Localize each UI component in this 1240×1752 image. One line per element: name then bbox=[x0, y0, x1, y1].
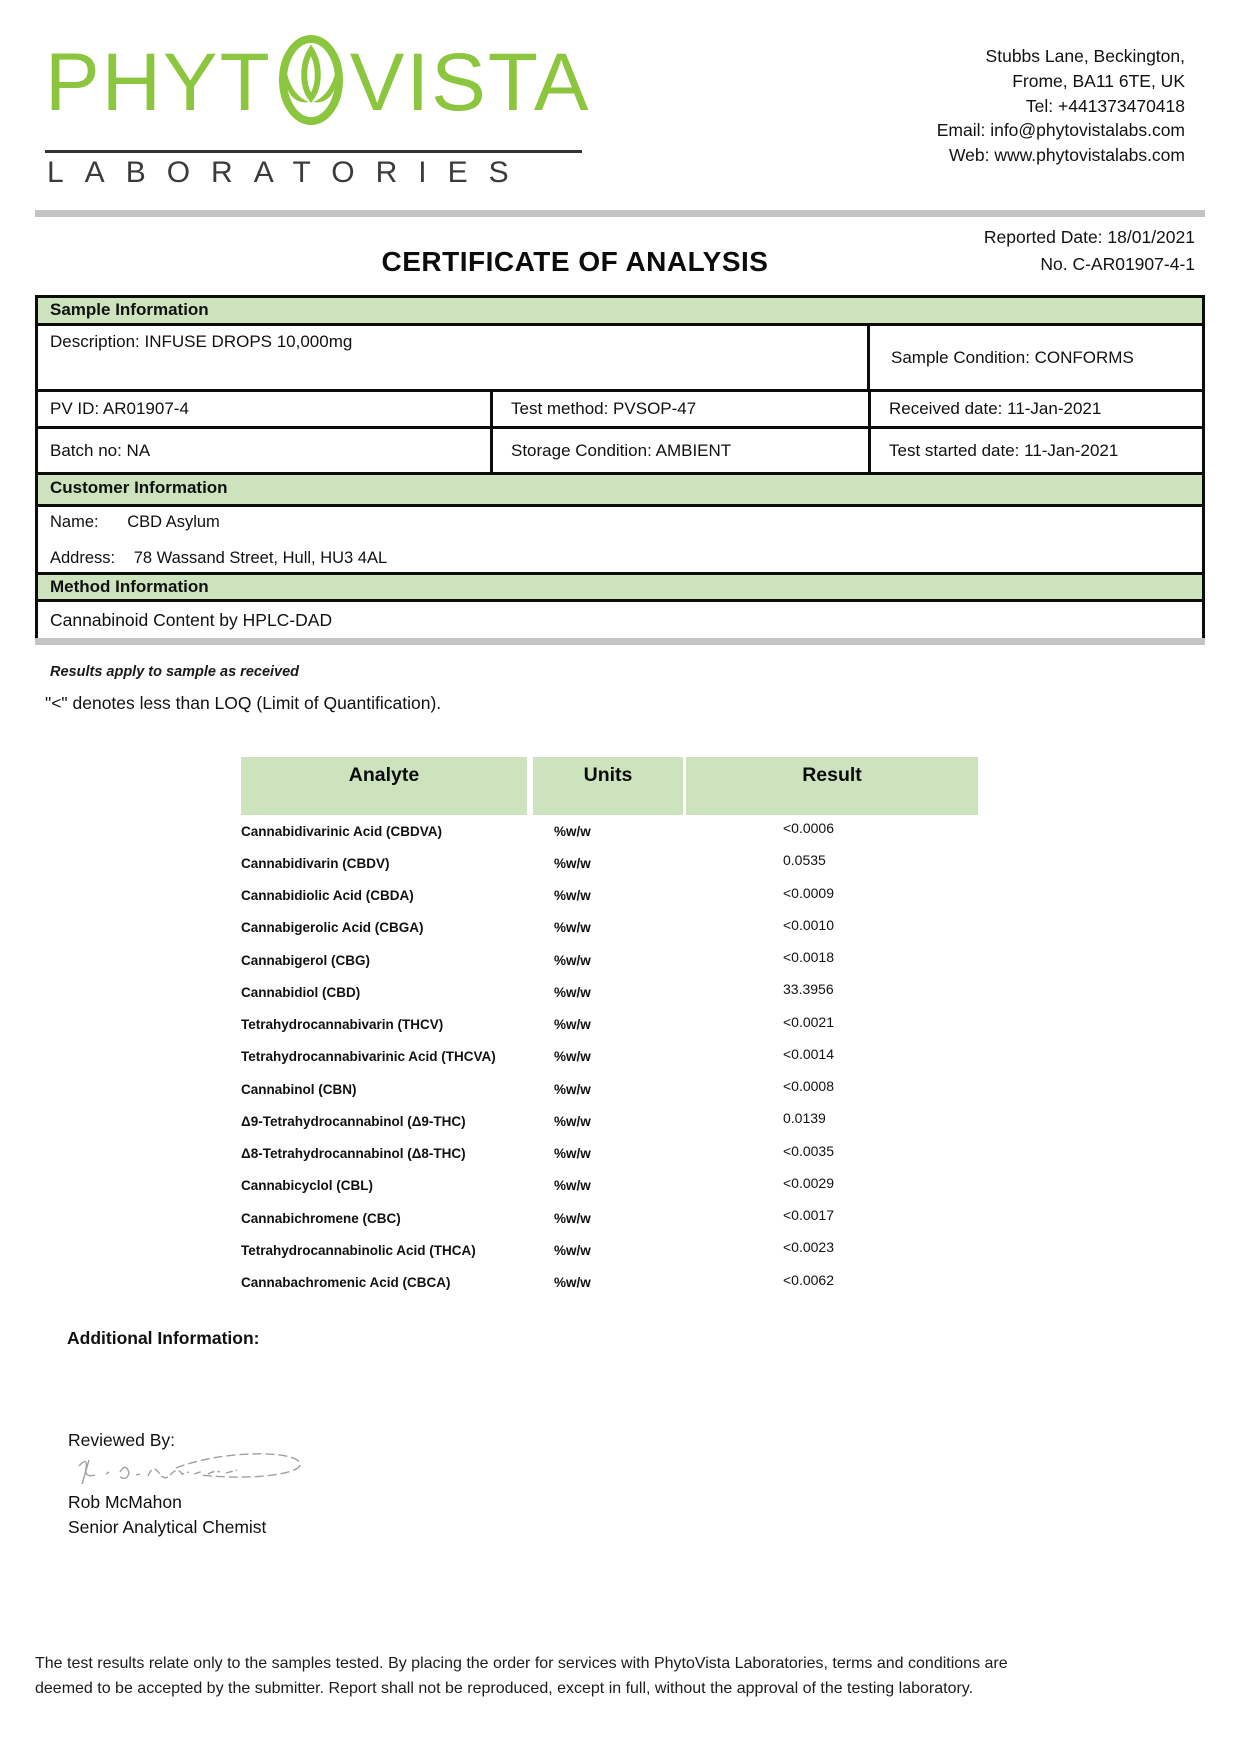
table-row bbox=[241, 1202, 978, 1234]
leaf-icon bbox=[277, 34, 345, 131]
result-cell: <0.0009 bbox=[783, 884, 834, 901]
customer-address-label: Address: bbox=[50, 549, 116, 567]
report-number: No. C-AR01907-4-1 bbox=[1040, 254, 1195, 274]
units-cell: %w/w bbox=[554, 952, 591, 968]
units-cell: %w/w bbox=[554, 984, 591, 1000]
analyte-cell: Cannabidivarin (CBDV) bbox=[241, 855, 390, 871]
logo-subtitle: LABORATORIES bbox=[47, 156, 530, 189]
disclaimer-line1: The test results relate only to the samples tested. By placing the order for services with PhytoVista Laboratories, terms and conditions are bbox=[35, 1655, 1008, 1672]
units-cell: %w/w bbox=[554, 1242, 591, 1258]
result-cell: <0.0029 bbox=[783, 1174, 834, 1191]
result-cell: <0.0018 bbox=[783, 949, 834, 966]
table-row bbox=[241, 1234, 978, 1266]
units-cell: %w/w bbox=[554, 1049, 591, 1065]
table-row bbox=[241, 1041, 978, 1073]
customer-name-label: Name: bbox=[50, 513, 99, 531]
units-cell: %w/w bbox=[554, 1081, 591, 1097]
table-row bbox=[241, 1073, 978, 1105]
method-information-header: Method Information bbox=[38, 575, 1202, 602]
units-cell: %w/w bbox=[554, 1146, 591, 1162]
contact-address-line1: Stubbs Lane, Beckington, bbox=[985, 46, 1185, 66]
sample-description: Description: INFUSE DROPS 10,000mg bbox=[38, 326, 870, 389]
customer-name-value: CBD Asylum bbox=[127, 513, 220, 531]
reported-date: Reported Date: 18/01/2021 bbox=[983, 227, 1195, 247]
logo-divider bbox=[45, 150, 582, 153]
analyte-cell: Cannabidiolic Acid (CBDA) bbox=[241, 888, 414, 904]
signature-image bbox=[72, 1448, 312, 1496]
result-cell: <0.0017 bbox=[783, 1207, 834, 1224]
lab-contact-block bbox=[937, 44, 1185, 168]
result-cell: <0.0062 bbox=[783, 1271, 834, 1288]
received-date: Received date: 11-Jan-2021 bbox=[889, 399, 1102, 418]
sample-information-header: Sample Information bbox=[38, 298, 1202, 326]
result-cell: <0.0008 bbox=[783, 1078, 834, 1095]
table-row bbox=[241, 912, 978, 944]
report-meta bbox=[984, 224, 1195, 278]
table-row bbox=[241, 1009, 978, 1041]
results-table bbox=[241, 757, 978, 1299]
result-cell: 0.0535 bbox=[783, 852, 826, 869]
disclaimer-line2: deemed to be accepted by the submitter. Report shall not be reproduced, except in full, without the approval of the testing laboratory. bbox=[35, 1679, 974, 1697]
logo-word-right: VISTA bbox=[349, 36, 591, 128]
customer-address-row bbox=[50, 549, 1202, 568]
info-table bbox=[35, 295, 1205, 642]
contact-web: Web: www.phytovistalabs.com bbox=[948, 145, 1185, 166]
units-cell: %w/w bbox=[554, 920, 591, 936]
result-cell: 0.0139 bbox=[783, 1110, 826, 1127]
analyte-cell: Cannabidiol (CBD) bbox=[241, 984, 361, 1000]
units-cell: %w/w bbox=[554, 1210, 591, 1226]
customer-information-header: Customer Information bbox=[38, 475, 1202, 507]
table-row bbox=[38, 326, 1202, 392]
column-header-result: Result bbox=[686, 757, 978, 815]
table-row bbox=[241, 847, 978, 879]
analyte-cell: Cannabachromenic Acid (CBCA) bbox=[241, 1275, 451, 1291]
analyte-cell: Cannabigerolic Acid (CBGA) bbox=[241, 920, 424, 936]
table-row bbox=[38, 392, 1202, 429]
table-row bbox=[241, 1105, 978, 1137]
units-cell: %w/w bbox=[554, 1275, 591, 1291]
test-started-date: Test started date: 11-Jan-2021 bbox=[889, 440, 1119, 460]
analyte-cell: Tetrahydrocannabinolic Acid (THCA) bbox=[241, 1242, 476, 1258]
units-cell: %w/w bbox=[554, 1113, 591, 1129]
analyte-cell: Tetrahydrocannabivarinic Acid (THCVA) bbox=[241, 1049, 496, 1065]
analyte-cell: Cannabichromene (CBC) bbox=[241, 1210, 401, 1226]
table-row bbox=[241, 880, 978, 912]
reviewer-name: Rob McMahon bbox=[68, 1492, 182, 1512]
units-cell: %w/w bbox=[554, 1178, 591, 1194]
column-header-units: Units bbox=[533, 757, 683, 815]
batch-no: Batch no: NA bbox=[38, 429, 493, 472]
result-cell: <0.0021 bbox=[783, 1013, 834, 1030]
analyte-cell: Δ8-Tetrahydrocannabinol (Δ8-THC) bbox=[241, 1146, 466, 1162]
additional-information-label: Additional Information: bbox=[67, 1328, 260, 1348]
storage-condition: Storage Condition: AMBIENT bbox=[493, 429, 871, 472]
analyte-cell: Cannabigerol (CBG) bbox=[241, 952, 371, 968]
analyte-cell: Cannabidivarinic Acid (CBDVA) bbox=[241, 823, 443, 839]
logo-word-left: PHYT bbox=[45, 36, 272, 128]
analyte-cell: Cannabicyclol (CBL) bbox=[241, 1178, 374, 1194]
analyte-cell: Cannabinol (CBN) bbox=[241, 1081, 357, 1097]
table-row bbox=[241, 1138, 978, 1170]
contact-address-line2: Frome, BA11 6TE, UK bbox=[1012, 70, 1185, 91]
section-separator bbox=[35, 638, 1205, 645]
customer-name-row bbox=[50, 513, 1202, 532]
contact-tel: Tel: +441373470418 bbox=[1025, 95, 1185, 116]
table-row bbox=[241, 1267, 978, 1299]
page-title: CERTIFICATE OF ANALYSIS bbox=[381, 246, 769, 277]
customer-address-value: 78 Wassand Street, Hull, HU3 4AL bbox=[133, 549, 388, 567]
table-row bbox=[241, 944, 978, 976]
table-row bbox=[241, 1170, 978, 1202]
method-description: Cannabinoid Content by HPLC-DAD bbox=[50, 610, 333, 630]
results-table-body bbox=[241, 815, 978, 1299]
header-separator bbox=[35, 210, 1205, 217]
column-header-analyte: Analyte bbox=[241, 757, 527, 815]
results-apply-note: Results apply to sample as received bbox=[50, 664, 300, 680]
units-cell: %w/w bbox=[554, 823, 591, 839]
sample-condition: Sample Condition: CONFORMS bbox=[891, 347, 1134, 367]
result-cell: <0.0035 bbox=[783, 1142, 834, 1159]
table-row bbox=[241, 815, 978, 847]
analyte-cell: Δ9-Tetrahydrocannabinol (Δ9-THC) bbox=[241, 1113, 466, 1129]
contact-email: Email: info@phytovistalabs.com bbox=[936, 120, 1185, 141]
customer-box bbox=[38, 513, 1202, 575]
footer-disclaimer bbox=[35, 1652, 1095, 1701]
reviewer-title: Senior Analytical Chemist bbox=[68, 1517, 267, 1537]
result-cell: <0.0010 bbox=[783, 916, 834, 933]
reviewed-by-label: Reviewed By: bbox=[68, 1430, 175, 1450]
units-cell: %w/w bbox=[554, 888, 591, 904]
loq-note: "<" denotes less than LOQ (Limit of Quantification). bbox=[45, 693, 442, 713]
test-method: Test method: PVSOP-47 bbox=[493, 392, 871, 426]
units-cell: %w/w bbox=[554, 1017, 591, 1033]
result-cell: 33.3956 bbox=[783, 981, 834, 998]
table-row bbox=[38, 429, 1202, 475]
result-cell: <0.0014 bbox=[783, 1045, 834, 1062]
result-cell: <0.0023 bbox=[783, 1239, 834, 1256]
result-cell: <0.0006 bbox=[783, 820, 834, 837]
pv-id: PV ID: AR01907-4 bbox=[38, 392, 493, 426]
analyte-cell: Tetrahydrocannabivarin (THCV) bbox=[241, 1017, 444, 1033]
table-row bbox=[241, 976, 978, 1008]
units-cell: %w/w bbox=[554, 855, 591, 871]
company-logo bbox=[45, 34, 591, 131]
results-table-header bbox=[241, 757, 978, 815]
